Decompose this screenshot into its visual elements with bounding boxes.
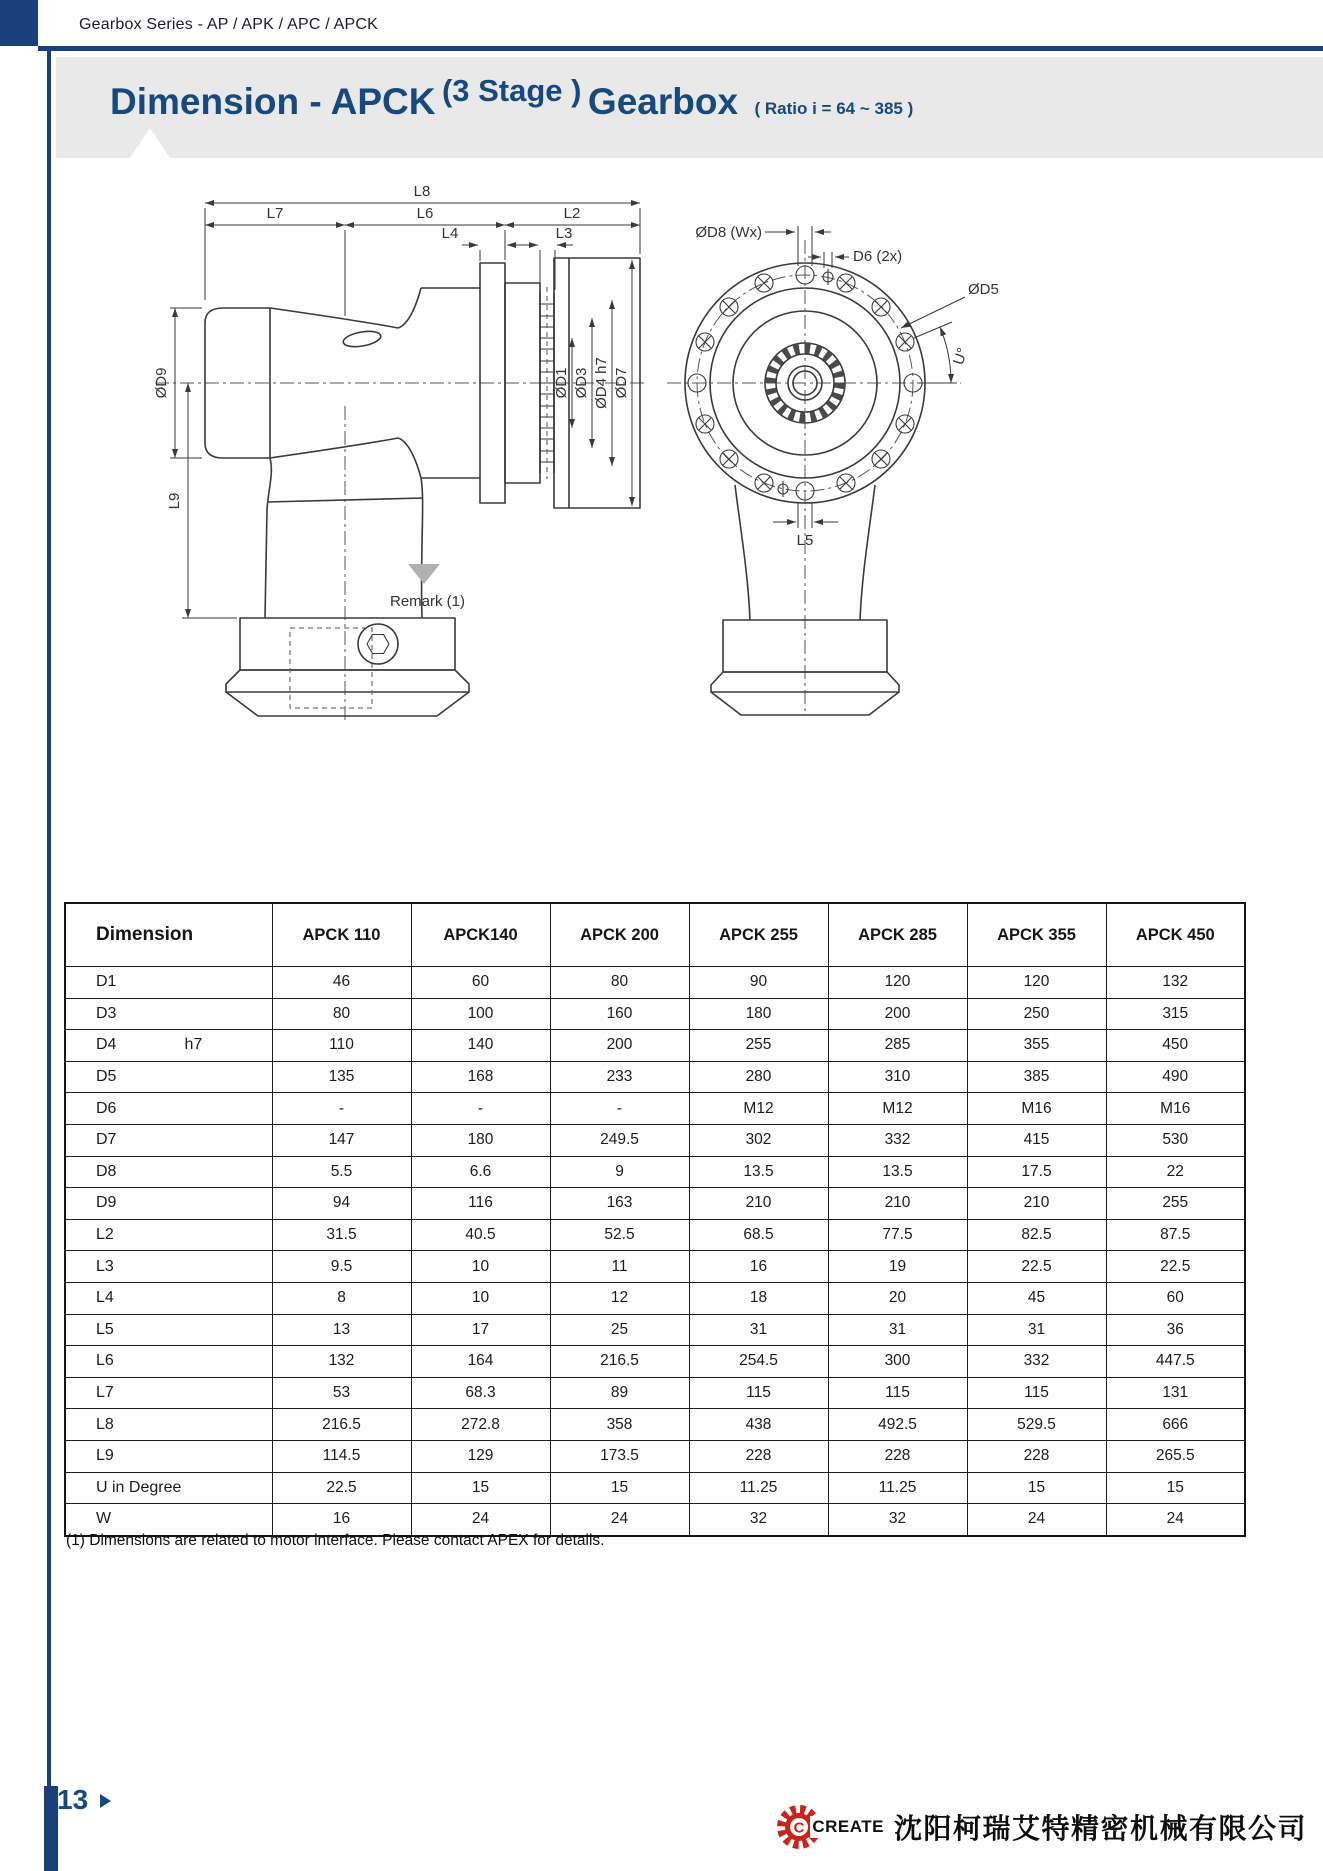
dimension-value: 17.5 xyxy=(967,1156,1106,1188)
dimension-value: 140 xyxy=(411,1030,550,1062)
table-row xyxy=(65,1504,1245,1536)
dimension-value: 90 xyxy=(689,967,828,999)
company-brand xyxy=(771,1797,1307,1857)
dimension-value: 114.5 xyxy=(272,1440,411,1472)
dimension-value: M16 xyxy=(967,1093,1106,1125)
header-rule xyxy=(38,46,1323,51)
dimension-value: 285 xyxy=(828,1030,967,1062)
dimension-value: 315 xyxy=(1106,998,1245,1030)
dimension-label: L7 xyxy=(65,1377,272,1409)
dimension-value: 115 xyxy=(689,1377,828,1409)
clamp-block xyxy=(240,618,455,670)
dimension-value: 19 xyxy=(828,1251,967,1283)
dimension-value: 110 xyxy=(272,1030,411,1062)
table-row xyxy=(65,998,1245,1030)
dimension-value: 164 xyxy=(411,1346,550,1378)
table-row xyxy=(65,1251,1245,1283)
left-margin-rule xyxy=(47,51,51,1792)
hex-socket-icon xyxy=(367,635,389,654)
dimension-value: 32 xyxy=(689,1504,828,1536)
table-row xyxy=(65,1377,1245,1409)
dimension-value: 120 xyxy=(967,967,1106,999)
logo-wordmark: CREATE xyxy=(812,1817,884,1836)
dimension-label: D3 xyxy=(65,998,272,1030)
dimension-value: 216.5 xyxy=(550,1346,689,1378)
dimension-value: 13.5 xyxy=(689,1156,828,1188)
dimension-value: 438 xyxy=(689,1409,828,1441)
dimension-value: 132 xyxy=(272,1346,411,1378)
dimension-value: 6.6 xyxy=(411,1156,550,1188)
dimension-value: 385 xyxy=(967,1061,1106,1093)
dimension-value: 31 xyxy=(689,1314,828,1346)
column-header: APCK140 xyxy=(411,903,550,967)
column-header: APCK 200 xyxy=(550,903,689,967)
dimension-value: 11 xyxy=(550,1251,689,1283)
dimension-value: 53 xyxy=(272,1377,411,1409)
table-row xyxy=(65,1472,1245,1504)
dimension-value: 82.5 xyxy=(967,1219,1106,1251)
dimension-value: 31 xyxy=(828,1314,967,1346)
dimension-value: 60 xyxy=(1106,1282,1245,1314)
dimension-value: 40.5 xyxy=(411,1219,550,1251)
dimension-value: 52.5 xyxy=(550,1219,689,1251)
dimension-value: 666 xyxy=(1106,1409,1245,1441)
table-row xyxy=(65,1188,1245,1220)
column-header: Dimension xyxy=(65,903,272,967)
page-title xyxy=(110,73,914,123)
dimension-value: 89 xyxy=(550,1377,689,1409)
dimension-value: 36 xyxy=(1106,1314,1245,1346)
dim-label-L9: L9 xyxy=(166,492,183,510)
dim-label-D9: ØD9 xyxy=(153,367,170,399)
dimension-value: 332 xyxy=(828,1124,967,1156)
dimension-value: 31 xyxy=(967,1314,1106,1346)
dimension-label: L8 xyxy=(65,1409,272,1441)
dimension-value: 529.5 xyxy=(967,1409,1106,1441)
dimension-value: M12 xyxy=(689,1093,828,1125)
dimension-value: 12 xyxy=(550,1282,689,1314)
dimension-value: 147 xyxy=(272,1124,411,1156)
dimension-value: 94 xyxy=(272,1188,411,1220)
dimension-value: 8 xyxy=(272,1282,411,1314)
dimension-value: M12 xyxy=(828,1093,967,1125)
table-row xyxy=(65,1156,1245,1188)
dimension-value: 24 xyxy=(411,1504,550,1536)
dimension-label: D6 xyxy=(65,1093,272,1125)
table-row xyxy=(65,1030,1245,1062)
dimension-value: 18 xyxy=(689,1282,828,1314)
dimension-label: L2 xyxy=(65,1219,272,1251)
dimension-value: 13 xyxy=(272,1314,411,1346)
dimension-value: 15 xyxy=(550,1472,689,1504)
title-main: Dimension - APCK xyxy=(110,81,436,122)
dimension-value: 15 xyxy=(411,1472,550,1504)
front-view-drawing xyxy=(665,168,1025,728)
dimension-value: 120 xyxy=(828,967,967,999)
dimension-value: 163 xyxy=(550,1188,689,1220)
title-band-notch xyxy=(130,128,170,158)
dimension-value: 115 xyxy=(828,1377,967,1409)
dimension-value: 450 xyxy=(1106,1030,1245,1062)
dimension-value: 132 xyxy=(1106,967,1245,999)
svg-text:C: C xyxy=(793,1819,805,1837)
table-row xyxy=(65,1093,1245,1125)
dimension-value: 129 xyxy=(411,1440,550,1472)
dimension-value: 180 xyxy=(411,1124,550,1156)
table-row xyxy=(65,1219,1245,1251)
page-number-arrow-icon xyxy=(100,1794,111,1808)
dimension-value: - xyxy=(550,1093,689,1125)
dim-label-D8: ØD8 (Wx) xyxy=(695,224,762,241)
column-header: APCK 355 xyxy=(967,903,1106,967)
dim-label-L8: L8 xyxy=(413,183,431,200)
dimension-label: U in Degree xyxy=(65,1472,272,1504)
dimension-value: 492.5 xyxy=(828,1409,967,1441)
dimension-value: 115 xyxy=(967,1377,1106,1409)
dim-label-D5: ØD5 xyxy=(968,281,999,298)
dim-label-D7: ØD7 xyxy=(613,367,630,399)
dimension-value: 135 xyxy=(272,1061,411,1093)
dimension-value: 249.5 xyxy=(550,1124,689,1156)
dim-label-D4: ØD4 h7 xyxy=(593,357,610,409)
dimension-value: 200 xyxy=(828,998,967,1030)
dimension-value: 15 xyxy=(1106,1472,1245,1504)
column-header: APCK 450 xyxy=(1106,903,1245,967)
dimension-value: 228 xyxy=(828,1440,967,1472)
dimension-value: 490 xyxy=(1106,1061,1245,1093)
remark-label: Remark (1) xyxy=(390,593,466,610)
dimension-value: 15 xyxy=(967,1472,1106,1504)
dimension-value: 302 xyxy=(689,1124,828,1156)
dimension-label: L6 xyxy=(65,1346,272,1378)
dimension-label: L4 xyxy=(65,1282,272,1314)
dimension-label: W xyxy=(65,1504,272,1536)
dimension-value: 77.5 xyxy=(828,1219,967,1251)
dimension-value: 17 xyxy=(411,1314,550,1346)
dim-label-U: U° xyxy=(949,345,972,368)
dimension-value: 200 xyxy=(550,1030,689,1062)
dimension-value: 228 xyxy=(967,1440,1106,1472)
dimension-value: 250 xyxy=(967,998,1106,1030)
dimension-label: L3 xyxy=(65,1251,272,1283)
dimension-value: 530 xyxy=(1106,1124,1245,1156)
dim-label-L5: L5 xyxy=(796,532,814,549)
dimension-value: - xyxy=(411,1093,550,1125)
dimension-value: 9 xyxy=(550,1156,689,1188)
title-stage: (3 Stage ) xyxy=(441,73,582,108)
hidden-bore-outline xyxy=(290,628,372,708)
dimension-value: 24 xyxy=(1106,1504,1245,1536)
dimension-value: 22.5 xyxy=(272,1472,411,1504)
dimension-value: 16 xyxy=(272,1504,411,1536)
dimension-value: 228 xyxy=(689,1440,828,1472)
dimension-value: 45 xyxy=(967,1282,1106,1314)
dimension-value: 415 xyxy=(967,1124,1106,1156)
dimension-value: 168 xyxy=(411,1061,550,1093)
dim-label-L4: L4 xyxy=(441,225,459,242)
dimension-value: 9.5 xyxy=(272,1251,411,1283)
gearbox-side-outline xyxy=(205,258,640,716)
dimension-value: - xyxy=(272,1093,411,1125)
dimension-value: 255 xyxy=(689,1030,828,1062)
dimension-value: 11.25 xyxy=(689,1472,828,1504)
dimension-value: 31.5 xyxy=(272,1219,411,1251)
dimension-value: 254.5 xyxy=(689,1346,828,1378)
dimension-value: 332 xyxy=(967,1346,1106,1378)
dimension-value: 233 xyxy=(550,1061,689,1093)
dimension-label: D1 xyxy=(65,967,272,999)
company-name: 沈阳柯瑞艾特精密机械有限公司 xyxy=(893,1813,1307,1844)
title-gearbox: Gearbox xyxy=(587,81,739,122)
dim-label-L6: L6 xyxy=(416,205,434,222)
dim-label-D6: D6 (2x) xyxy=(853,248,903,265)
dimension-value: 447.5 xyxy=(1106,1346,1245,1378)
dimension-value: 80 xyxy=(550,967,689,999)
page-number: 13 xyxy=(57,1784,89,1815)
dimension-value: 300 xyxy=(828,1346,967,1378)
dimension-value: 68.3 xyxy=(411,1377,550,1409)
remark-triangle-icon xyxy=(408,564,440,584)
dimension-value: 180 xyxy=(689,998,828,1030)
dimension-label: D4 h7 xyxy=(65,1030,272,1062)
table-row xyxy=(65,1409,1245,1441)
dimension-value: 13.5 xyxy=(828,1156,967,1188)
dim-label-L7: L7 xyxy=(266,205,284,222)
dimension-value: 68.5 xyxy=(689,1219,828,1251)
dimension-value: 358 xyxy=(550,1409,689,1441)
table-row xyxy=(65,1314,1245,1346)
table-footnote: (1) Dimensions are related to motor interface. Please contact APEX for details. xyxy=(66,1532,605,1549)
dim-label-D1: ØD1 xyxy=(553,367,570,399)
table-row xyxy=(65,1346,1245,1378)
dimension-label: D9 xyxy=(65,1188,272,1220)
dimension-value: 22 xyxy=(1106,1156,1245,1188)
title-ratio: ( Ratio i = 64 ~ 385 ) xyxy=(754,99,914,118)
dimension-value: 32 xyxy=(828,1504,967,1536)
dimension-label: D5 xyxy=(65,1061,272,1093)
dimension-label: D8 xyxy=(65,1156,272,1188)
dimension-value: 60 xyxy=(411,967,550,999)
dimension-value: 160 xyxy=(550,998,689,1030)
dimension-label: D7 xyxy=(65,1124,272,1156)
dimension-value: 16 xyxy=(689,1251,828,1283)
dimension-value: M16 xyxy=(1106,1093,1245,1125)
dimension-value: 131 xyxy=(1106,1377,1245,1409)
dimension-value: 22.5 xyxy=(1106,1251,1245,1283)
lifting-slot xyxy=(342,329,382,349)
column-header: APCK 285 xyxy=(828,903,967,967)
table-row xyxy=(65,1282,1245,1314)
dimension-value: 10 xyxy=(411,1282,550,1314)
dimension-value: 355 xyxy=(967,1030,1106,1062)
dimension-value: 116 xyxy=(411,1188,550,1220)
dimension-value: 87.5 xyxy=(1106,1219,1245,1251)
dimensions-table xyxy=(64,902,1246,1537)
dimension-value: 25 xyxy=(550,1314,689,1346)
dimension-value: 100 xyxy=(411,998,550,1030)
dimension-value: 46 xyxy=(272,967,411,999)
dimension-value: 265.5 xyxy=(1106,1440,1245,1472)
table-row xyxy=(65,1061,1245,1093)
dimension-value: 280 xyxy=(689,1061,828,1093)
dim-label-L2: L2 xyxy=(563,205,581,222)
dimension-value: 80 xyxy=(272,998,411,1030)
corner-accent-block xyxy=(0,0,38,46)
dimension-label: L5 xyxy=(65,1314,272,1346)
dimension-value: 216.5 xyxy=(272,1409,411,1441)
dimension-value: 173.5 xyxy=(550,1440,689,1472)
dimension-value: 210 xyxy=(967,1188,1106,1220)
dimension-value: 255 xyxy=(1106,1188,1245,1220)
bottom-accent-block xyxy=(44,1786,58,1871)
table-row xyxy=(65,967,1245,999)
dimension-label: L9 xyxy=(65,1440,272,1472)
series-header: Gearbox Series - AP / APK / APC / APCK xyxy=(79,16,378,33)
title-band xyxy=(56,57,1323,158)
side-view-drawing xyxy=(140,168,660,728)
clamp-bolt xyxy=(358,624,398,664)
table-row xyxy=(65,1440,1245,1472)
dimension-value: 11.25 xyxy=(828,1472,967,1504)
dimension-value: 22.5 xyxy=(967,1251,1106,1283)
dimension-value: 5.5 xyxy=(272,1156,411,1188)
dim-label-D3: ØD3 xyxy=(573,367,590,399)
dimension-value: 272.8 xyxy=(411,1409,550,1441)
column-header: APCK 110 xyxy=(272,903,411,967)
dimension-value: 10 xyxy=(411,1251,550,1283)
column-header: APCK 255 xyxy=(689,903,828,967)
table-row xyxy=(65,1124,1245,1156)
table-header-row xyxy=(65,903,1245,967)
dimension-value: 210 xyxy=(689,1188,828,1220)
dimension-value: 210 xyxy=(828,1188,967,1220)
dimension-value: 24 xyxy=(967,1504,1106,1536)
dim-label-L3: L3 xyxy=(555,225,573,242)
dimension-value: 310 xyxy=(828,1061,967,1093)
dimension-value: 20 xyxy=(828,1282,967,1314)
dimension-value: 24 xyxy=(550,1504,689,1536)
